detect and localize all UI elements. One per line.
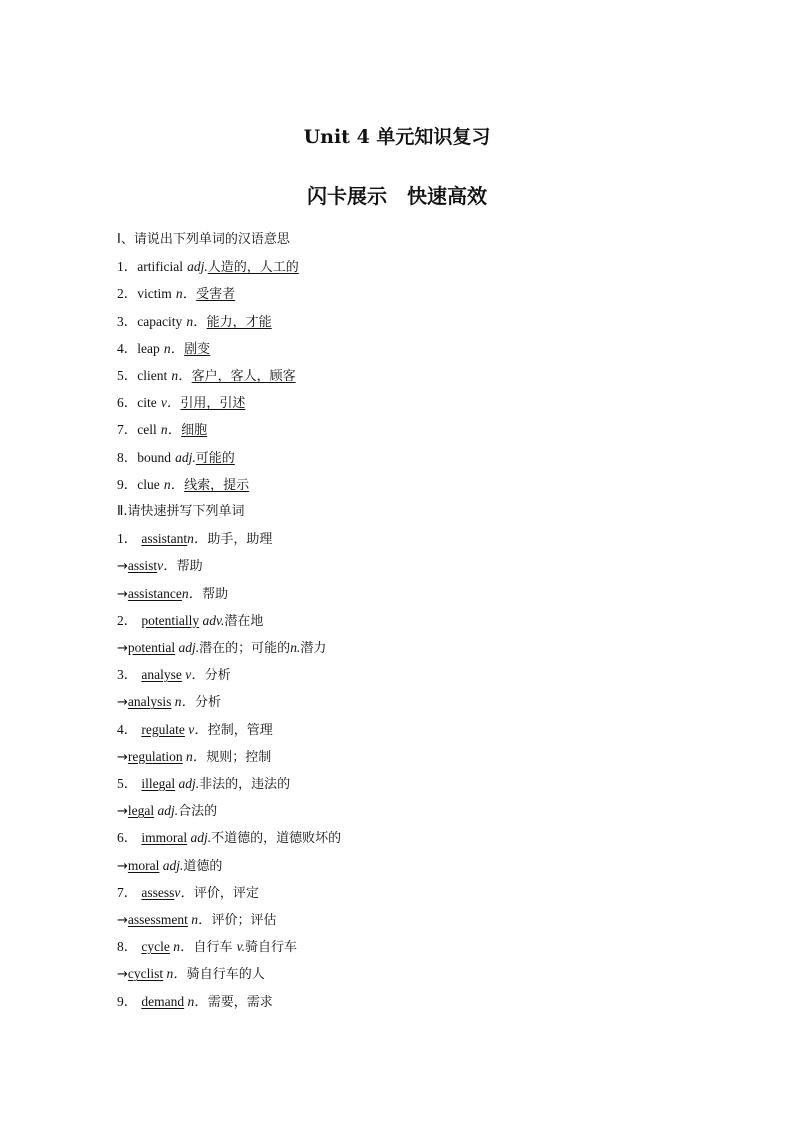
part-of-speech: n．: [187, 912, 212, 927]
item-number: 3．: [117, 313, 138, 329]
part-of-speech: v．: [181, 667, 205, 683]
answer-word: assistance: [127, 585, 182, 601]
item-number: 8．: [117, 449, 138, 465]
word-meaning: 骑自行车: [245, 940, 298, 956]
word-meaning: 分析: [204, 668, 231, 684]
spelling-item: [117, 800, 217, 822]
part-of-speech: adj.: [159, 857, 184, 873]
answer-word: assist: [127, 558, 158, 574]
word-meaning: 帮助: [202, 586, 229, 602]
item-number: 7．: [117, 422, 138, 438]
vocab-item: [117, 392, 245, 414]
item-number: 2．: [117, 612, 138, 628]
part-of-speech: n.: [290, 640, 301, 655]
answer-word: analyse: [141, 667, 182, 683]
vocab-word: cell: [137, 422, 157, 438]
spelling-item: [117, 909, 277, 931]
vocab-word: cite: [137, 395, 157, 411]
vocab-word: artificial: [137, 259, 183, 275]
vocab-meaning: 引用，引述: [180, 396, 246, 412]
vocab-meaning: 细胞: [181, 423, 208, 439]
item-number: 8．: [117, 939, 138, 955]
answer-word: assistant: [141, 531, 188, 547]
vocab-word: capacity: [137, 313, 183, 329]
word-meaning: 骑自行车的人: [186, 967, 265, 983]
spelling-item: [117, 664, 231, 686]
answer-word: illegal: [141, 776, 176, 791]
word-meaning: 需要，需求: [207, 994, 273, 1010]
vocab-item: [117, 311, 272, 333]
vocab-item: [117, 365, 296, 387]
page-subtitle: 闪卡展示 快速高效: [307, 184, 487, 208]
spelling-item: [117, 936, 297, 958]
spelling-item: [117, 746, 271, 768]
spelling-item: [117, 991, 273, 1013]
arrow-icon: →: [117, 913, 128, 928]
vocab-item: [117, 419, 207, 441]
vocab-meaning: 剧变: [184, 341, 211, 357]
part-of-speech: v.: [236, 939, 246, 955]
vocab-item: [117, 447, 235, 469]
part-of-speech: n．: [184, 993, 208, 1009]
item-number: 2．: [117, 286, 138, 302]
part-of-speech: adv.: [199, 612, 225, 628]
answer-word: analysis: [127, 694, 172, 710]
part-of-speech: n．: [163, 476, 185, 492]
answer-word: assess: [141, 884, 175, 900]
item-number: 1．: [117, 259, 138, 275]
arrow-icon: →: [117, 858, 128, 874]
vocab-item: [117, 256, 299, 278]
part-of-speech: n．: [175, 286, 197, 302]
spelling-item: [117, 691, 221, 713]
spelling-item: [117, 555, 203, 577]
arrow-icon: →: [117, 559, 128, 575]
arrow-icon: →: [117, 641, 128, 656]
item-number: 9．: [117, 993, 138, 1009]
vocab-meaning: 能力，才能: [206, 314, 272, 330]
item-number: 4．: [117, 340, 138, 356]
item-number: 5．: [117, 776, 138, 791]
part-of-speech: n．: [160, 422, 182, 438]
word-meaning: 潜在的；可能的: [199, 641, 291, 656]
item-number: 3．: [117, 667, 138, 683]
word-meaning: 合法的: [178, 804, 218, 820]
part-of-speech: n．: [171, 694, 196, 710]
vocab-word: bound: [137, 449, 171, 465]
page-title: Unit 4 单元知识复习: [303, 126, 491, 148]
spelling-item: [117, 610, 263, 632]
part-of-speech: adj.: [154, 803, 179, 819]
part-of-speech: n．: [163, 966, 187, 982]
word-meaning: 帮助: [176, 559, 203, 575]
vocab-item: [117, 338, 210, 360]
spelling-item: [117, 719, 273, 741]
part-of-speech: adj.: [175, 776, 200, 791]
section-heading-text: Ⅰ、请说出下列单词的汉语意思: [117, 232, 290, 247]
part-of-speech: adj.: [175, 640, 200, 655]
answer-word: potential: [127, 640, 176, 655]
word-meaning: 助手，助理: [207, 532, 273, 548]
arrow-icon: →: [117, 804, 128, 820]
answer-word: regulate: [141, 721, 185, 737]
spelling-item: [117, 528, 272, 550]
part-of-speech: n．: [171, 368, 192, 383]
part-of-speech: adj.: [187, 259, 208, 275]
item-number: 6．: [117, 395, 138, 411]
spelling-item: [117, 583, 228, 605]
spelling-item: [117, 827, 341, 849]
word-meaning: 自行车: [193, 940, 237, 956]
spelling-item: [117, 637, 326, 659]
vocab-item: [117, 474, 249, 496]
answer-word: immoral: [141, 830, 188, 846]
vocab-word: leap: [137, 340, 160, 356]
part-of-speech: n．: [163, 340, 185, 356]
arrow-icon: →: [117, 586, 128, 602]
spelling-item: [117, 773, 290, 795]
item-number: 6．: [117, 830, 138, 846]
spelling-item: [117, 882, 259, 904]
answer-word: potentially: [141, 612, 200, 628]
item-number: 4．: [117, 721, 138, 737]
word-meaning: 评价，评定: [193, 885, 259, 901]
part-of-speech: n．: [186, 313, 207, 329]
spelling-item: [117, 855, 222, 877]
word-meaning: 不道德的，道德败坏的: [211, 831, 342, 847]
part-of-speech: v．: [174, 884, 194, 900]
spelling-item: [117, 963, 265, 985]
part-of-speech: adj.: [187, 830, 212, 846]
word-meaning: 分析: [195, 695, 222, 711]
answer-word: legal: [127, 803, 155, 819]
part-of-speech: adj.: [175, 449, 196, 465]
word-meaning: 潜在地: [224, 613, 264, 629]
section-heading-text: Ⅱ.请快速拼写下列单词: [117, 504, 245, 519]
answer-word: moral: [127, 857, 160, 873]
part-of-speech: n．: [187, 531, 208, 547]
word-meaning: 评价；评估: [211, 913, 277, 928]
answer-word: assessment: [127, 912, 188, 927]
vocab-meaning: 客户，客人，顾客: [191, 369, 296, 384]
part-of-speech: v．: [184, 721, 208, 737]
item-number: 9．: [117, 476, 138, 492]
answer-word: cyclist: [127, 966, 164, 982]
vocab-word: clue: [137, 476, 160, 492]
part-of-speech: v．: [157, 558, 177, 574]
vocab-meaning: 线索，提示: [184, 477, 250, 493]
word-meaning: 潜力: [300, 641, 327, 656]
section-heading: [117, 229, 290, 251]
section-heading: [117, 501, 245, 523]
vocab-meaning: 可能的: [195, 450, 235, 466]
answer-word: demand: [141, 993, 185, 1009]
vocab-item: [117, 283, 235, 305]
part-of-speech: v．: [160, 395, 181, 411]
vocab-word: client: [137, 368, 168, 383]
answer-word: cycle: [141, 939, 170, 955]
word-meaning: 控制，管理: [207, 722, 273, 738]
part-of-speech: n．: [181, 585, 203, 601]
word-meaning: 规则；控制: [206, 749, 272, 765]
item-number: 1．: [117, 531, 138, 547]
word-meaning: 非法的，违法的: [199, 777, 291, 792]
answer-word: regulation: [127, 748, 183, 764]
part-of-speech: n．: [169, 939, 194, 955]
item-number: 5．: [117, 368, 138, 383]
arrow-icon: →: [117, 967, 128, 983]
vocab-meaning: 受害者: [196, 287, 236, 303]
item-number: 7．: [117, 884, 138, 900]
vocab-meaning: 人造的，人工的: [207, 260, 299, 276]
word-meaning: 道德的: [183, 858, 223, 874]
part-of-speech: n．: [182, 748, 207, 764]
vocab-word: victim: [137, 286, 172, 302]
arrow-icon: →: [117, 695, 128, 711]
arrow-icon: →: [117, 749, 128, 765]
